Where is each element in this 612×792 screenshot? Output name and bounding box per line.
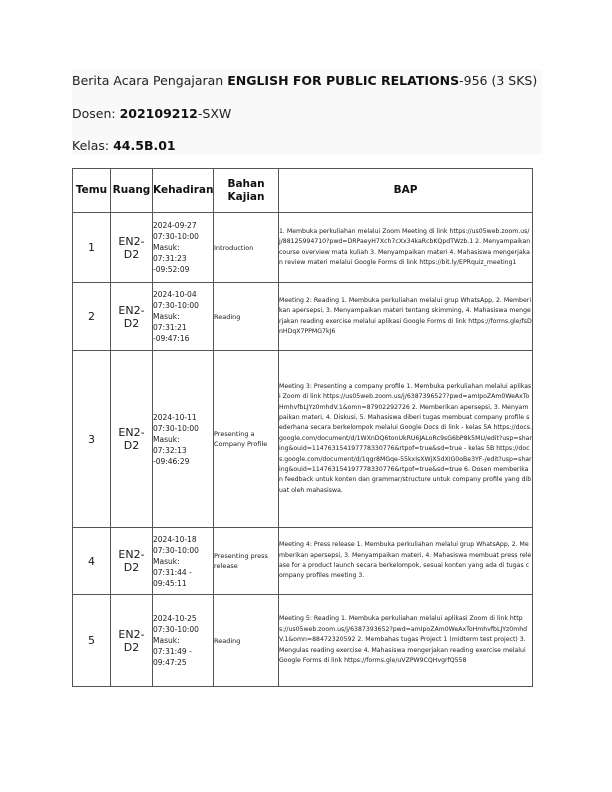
cell-ruang: EN2-D2 <box>111 213 153 283</box>
title-prefix: Berita Acara Pengajaran <box>72 73 228 88</box>
col-header-temu: Temu <box>73 169 111 213</box>
cell-ruang: EN2-D2 <box>111 351 153 528</box>
course-suffix: -956 (3 SKS) <box>459 73 538 88</box>
cell-temu: 5 <box>73 595 111 687</box>
cell-bahan-kajian: Introduction <box>214 213 279 283</box>
cell-kehadiran: 2024-10-11 07:30-10:00 Masuk: 07:32:13 -09:46:29 <box>153 351 214 528</box>
cell-bahan-kajian: Presenting press release <box>214 528 279 595</box>
cell-kehadiran: 2024-10-04 07:30-10:00 Masuk: 07:31:21 -09:47:16 <box>153 283 214 351</box>
cell-ruang: EN2-D2 <box>111 528 153 595</box>
cell-bahan-kajian: Reading <box>214 595 279 687</box>
dosen-label: Dosen: <box>72 106 120 121</box>
table-row <box>73 213 533 283</box>
title-line <box>72 73 537 89</box>
kelas-value: 44.5B.01 <box>113 138 176 153</box>
cell-temu: 3 <box>73 351 111 528</box>
cell-bap: Meeting 2: Reading 1. Membuka perkuliahan melalui grup WhatsApp, 2. Memberikan apersepsi, 3. Menyampaikan materi tentang skimming, 4. Mahasiswa mengerjakan reading exercise melalui aplikasi Google Forms di link https://forms.gle/fsDnHDqX7PPMG7kJ6 <box>279 283 533 351</box>
cell-kehadiran: 2024-10-18 07:30-10:00 Masuk: 07:31:44 - 09:45:11 <box>153 528 214 595</box>
cell-ruang: EN2-D2 <box>111 595 153 687</box>
cell-bahan-kajian: Presenting a Company Profile <box>214 351 279 528</box>
cell-bap: Meeting 3: Presenting a company profile 1. Membuka perkuliahan melalui aplikasi Zoom di link https://us05web.zoom.us/j/6387396527?pwd=amIpoZAm0WeAxToHmhvfbLJYz0mhdV.1&omn=87902292726 2. Memberikan apersepsi, 3. Menyampaikan materi, 4. Diskusi, 5. Mahasiswa diberi tugas membuat company profile sederhana secara berkelompok melalui Google Docs di link - kelas 5A https://docs.google.com/document/d/1WXnDQ6tonUkRU6JALoRc9sG6bP8k5MU/edit?usp=sharing&ouid=114763154197778330776&rtpof=true&sd=true - kelas 5B https://docs.google.com/document/d/1qgr8MGqe-55kxIsXWjX5dXIG0oBe3YF-/edit?usp=sharing&ouid=114763154197778330776&rtpof=true&sd=true 6. Dosen memberikan feedback untuk konten dan grammar/structure untuk company profile yang dibuat oleh mahasiswa. <box>279 351 533 528</box>
kelas-label: Kelas: <box>72 138 114 153</box>
cell-temu: 4 <box>73 528 111 595</box>
document-header <box>72 70 542 154</box>
col-header-bap: BAP <box>279 169 533 213</box>
bap-table <box>72 168 533 687</box>
col-header-kehadiran: Kehadiran <box>153 169 214 213</box>
cell-temu: 1 <box>73 213 111 283</box>
cell-kehadiran: 2024-09-27 07:30-10:00 Masuk: 07:31:23 -09:52:09 <box>153 213 214 283</box>
table-row <box>73 283 533 351</box>
cell-bap: Meeting 4: Press release 1. Membuka perkuliahan melalui grup WhatsApp, 2. Memberikan apersepsi, 3. Menyampaikan materi, 4. Mahasiswa membuat press release for a product launch secara berkelompok, sesuai konten yang ada di tugas company profiles meeting 3. <box>279 528 533 595</box>
col-header-ruang: Ruang <box>111 169 153 213</box>
table-row <box>73 528 533 595</box>
dosen-line <box>72 106 231 122</box>
kelas-line <box>72 138 176 154</box>
cell-ruang: EN2-D2 <box>111 283 153 351</box>
dosen-id: 202109212 <box>119 106 198 121</box>
cell-bahan-kajian: Reading <box>214 283 279 351</box>
dosen-suffix: -SXW <box>197 106 232 121</box>
cell-bap: 1. Membuka perkuliahan melalui Zoom Meeting di link https://us05web.zoom.us/j/88125994710?pwd=DRPaeyH7Xch7cXx34kaRcbKQpdTWzb.1 2. Menyampaikan course overview mata kuliah 3. Menyampaikan materi 4. Mahasiswa mengerjakan review materi melalui Google Forms di link https://bit.ly/EPRquiz_meeting1 <box>279 213 533 283</box>
table-row <box>73 595 533 687</box>
cell-bap: Meeting 5: Reading 1. Membuka perkuliahan melalui aplikasi Zoom di link https://us05web.zoom.us/j/6387393652?pwd=amIpoZAm0WeAxToHmhvfbLJYz0mhdV.1&omn=88472320592 2. Membahas tugas Project 1 (midterm test project) 3. Mengulas reading exercise 4. Mahasiswa mengerjakan reading exercise melalui Google Forms di link https://forms.gle/uVZPW9CQHvgrfQ558 <box>279 595 533 687</box>
course-name: ENGLISH FOR PUBLIC RELATIONS <box>227 73 460 88</box>
cell-temu: 2 <box>73 283 111 351</box>
col-header-bahan-kajian: Bahan Kajian <box>214 169 279 213</box>
table-header-row <box>73 169 533 213</box>
table-row <box>73 351 533 528</box>
cell-kehadiran: 2024-10-25 07:30-10:00 Masuk: 07:31:49 - 09:47:25 <box>153 595 214 687</box>
